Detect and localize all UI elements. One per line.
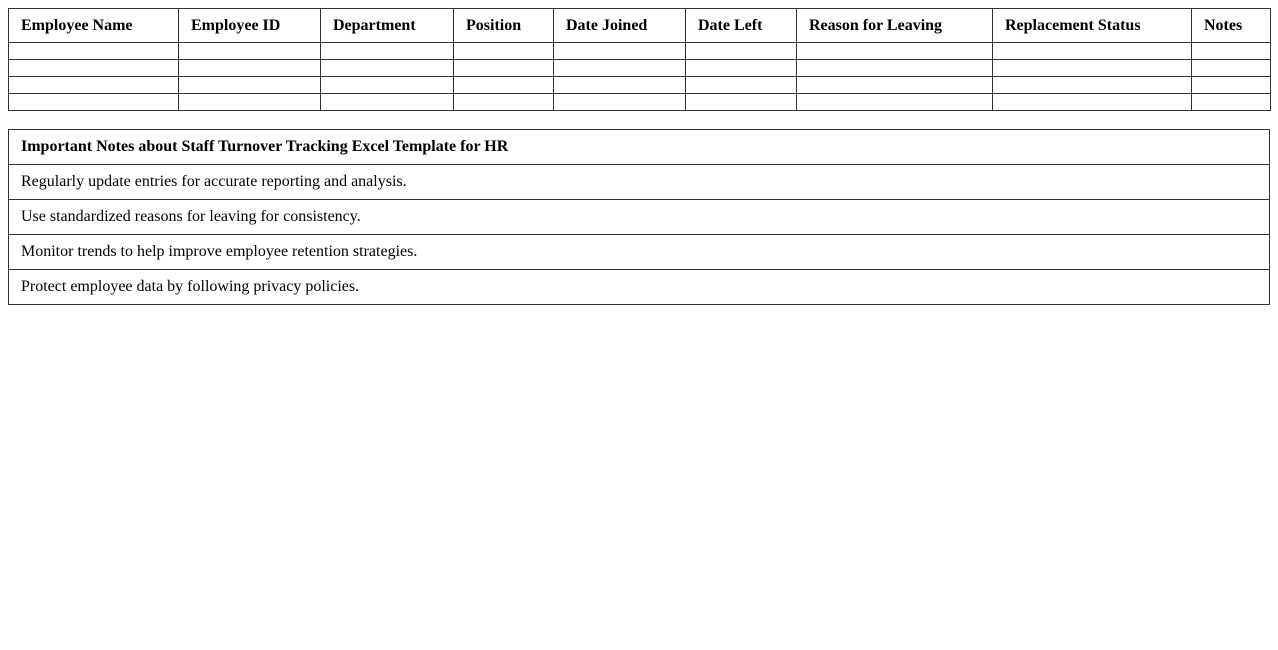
- table-cell[interactable]: [554, 77, 686, 94]
- note-item: Protect employee data by following privacy policies.: [9, 270, 1270, 305]
- table-cell[interactable]: [9, 77, 179, 94]
- column-header-date-left: Date Left: [686, 9, 797, 43]
- table-cell[interactable]: [454, 77, 554, 94]
- table-cell[interactable]: [554, 94, 686, 111]
- column-header-department: Department: [321, 9, 454, 43]
- table-cell[interactable]: [1192, 43, 1271, 60]
- table-cell[interactable]: [321, 94, 454, 111]
- column-header-employee-name: Employee Name: [9, 9, 179, 43]
- table-cell[interactable]: [179, 60, 321, 77]
- notes-title-row: [9, 130, 1270, 165]
- table-cell[interactable]: [993, 77, 1192, 94]
- table-cell[interactable]: [686, 60, 797, 77]
- table-cell[interactable]: [1192, 60, 1271, 77]
- note-row: [9, 200, 1270, 235]
- turnover-table: [8, 8, 1271, 111]
- note-item: Regularly update entries for accurate reporting and analysis.: [9, 165, 1270, 200]
- table-cell[interactable]: [993, 94, 1192, 111]
- table-row: [9, 77, 1271, 94]
- table-cell[interactable]: [9, 60, 179, 77]
- table-cell[interactable]: [179, 77, 321, 94]
- table-cell[interactable]: [797, 43, 993, 60]
- column-header-notes: Notes: [1192, 9, 1271, 43]
- table-cell[interactable]: [179, 43, 321, 60]
- table-cell[interactable]: [454, 60, 554, 77]
- table-cell[interactable]: [321, 60, 454, 77]
- table-cell[interactable]: [797, 60, 993, 77]
- note-item: Use standardized reasons for leaving for consistency.: [9, 200, 1270, 235]
- table-cell[interactable]: [454, 43, 554, 60]
- table-cell[interactable]: [686, 94, 797, 111]
- table-cell[interactable]: [321, 77, 454, 94]
- table-cell[interactable]: [1192, 94, 1271, 111]
- table-cell[interactable]: [9, 43, 179, 60]
- table-row: [9, 43, 1271, 60]
- table-cell[interactable]: [321, 43, 454, 60]
- table-cell[interactable]: [797, 94, 993, 111]
- column-header-reason-for-leaving: Reason for Leaving: [797, 9, 993, 43]
- column-header-employee-id: Employee ID: [179, 9, 321, 43]
- notes-table: [8, 129, 1270, 305]
- table-cell[interactable]: [554, 43, 686, 60]
- table-cell[interactable]: [686, 43, 797, 60]
- table-cell[interactable]: [554, 60, 686, 77]
- table-cell[interactable]: [686, 77, 797, 94]
- note-row: [9, 270, 1270, 305]
- page: [0, 0, 1278, 305]
- table-cell[interactable]: [1192, 77, 1271, 94]
- column-header-replacement-status: Replacement Status: [993, 9, 1192, 43]
- table-row: [9, 60, 1271, 77]
- table-cell[interactable]: [454, 94, 554, 111]
- table-cell[interactable]: [797, 77, 993, 94]
- note-row: [9, 235, 1270, 270]
- note-row: [9, 165, 1270, 200]
- column-header-position: Position: [454, 9, 554, 43]
- notes-title: Important Notes about Staff Turnover Tracking Excel Template for HR: [9, 130, 1270, 165]
- table-row: [9, 94, 1271, 111]
- notes-section: [8, 129, 1270, 305]
- table-cell[interactable]: [9, 94, 179, 111]
- table-cell[interactable]: [179, 94, 321, 111]
- column-header-date-joined: Date Joined: [554, 9, 686, 43]
- note-item: Monitor trends to help improve employee retention strategies.: [9, 235, 1270, 270]
- table-header-row: [9, 9, 1271, 43]
- table-cell[interactable]: [993, 60, 1192, 77]
- table-cell[interactable]: [993, 43, 1192, 60]
